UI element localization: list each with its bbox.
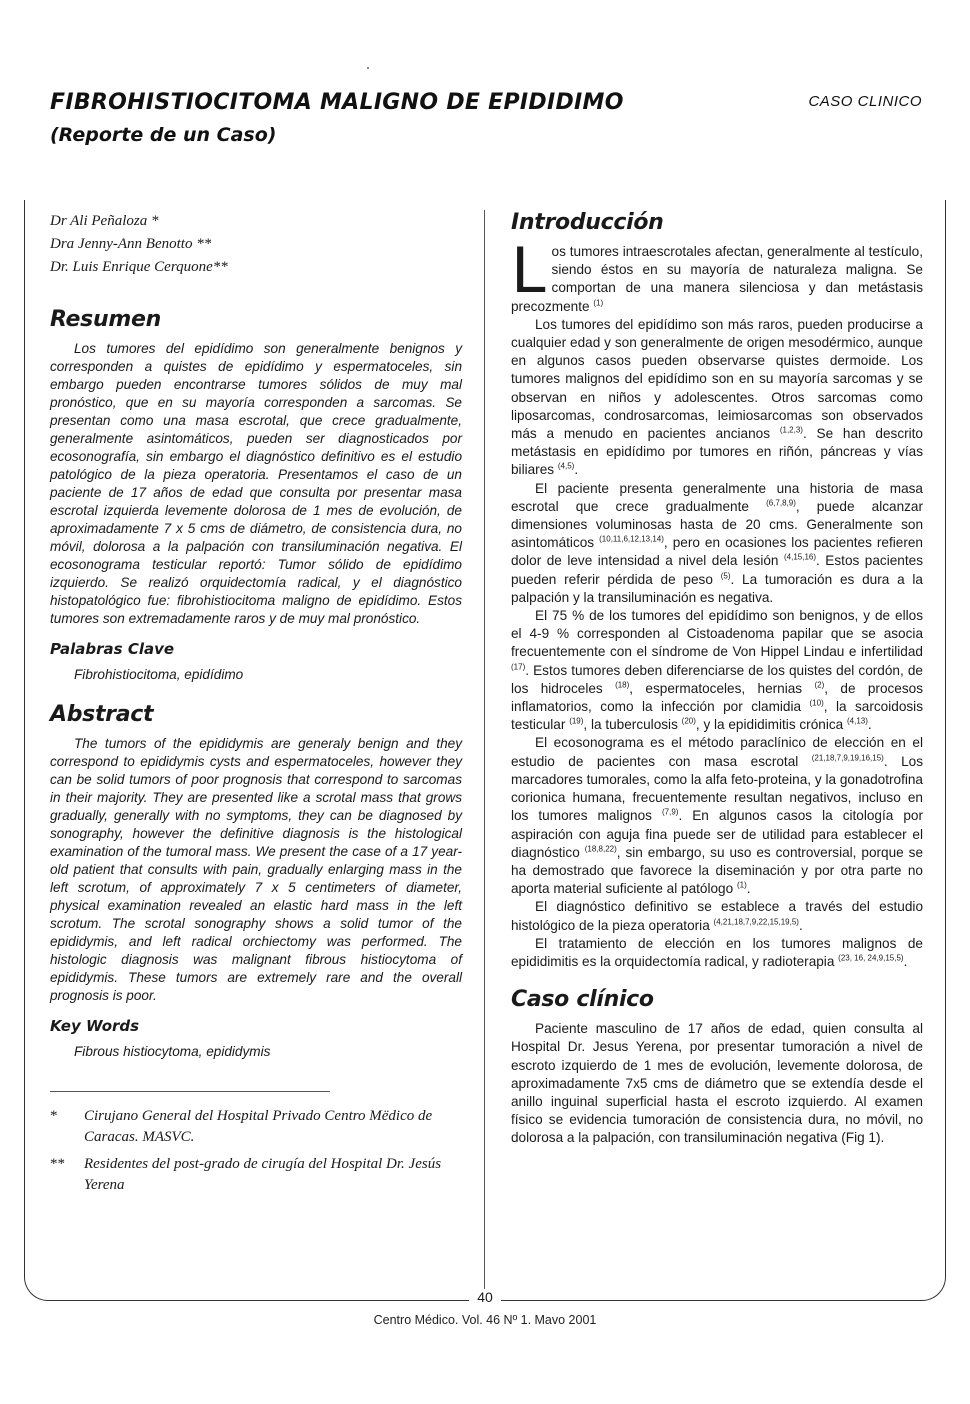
article-subtitle: (Reporte de un Caso) — [50, 124, 277, 146]
citation: (10) — [809, 698, 824, 708]
footnote-1 — [50, 1106, 462, 1148]
palabras-clave-text: Fibrohistiocitoma, epidídimo — [74, 667, 244, 682]
footnote-text: Residentes del post-grado de cirugía del Hospital Dr. Jesús Yerena — [84, 1156, 442, 1193]
scan-speck — [367, 67, 369, 69]
intro-paragraph-2: Los tumores del epidídimo son más raros, pueden producirse a cualquier edad y son generalmente de origen mesodérmico, aunque en algunos casos pueden observarse quistes dermoide. Los tumores malignos del epidídimo son en su mayoría sarcomas y se observan en niños y adolescentes. Otros sarcomas como liposarcomas, condrosarcomas, leimiosarcomas son observados más a menudo en pacientes ancianos $^{(1,2,3)}$. Se han descrito metástasis en epidídimo por tumores en riñón, páncreas y vías biliares $^{(4,5)}$. — [511, 316, 923, 478]
intro-paragraph-5: El ecosonograma es el método paraclínico de elección en el estudio de pacientes con masa escrotal $^{(21,18,7,9,19,16,15)}$. Los marcadores tumorales, como la alfa feto-proteina, y la gonadotrofina corionica humana, frecuentemente resultan negativos, incluso en los tumores malignos $^{(7,9)}$. En algunos casos la citología por aspiración con aguja fina puede ser de utilidad para establecer el diagnóstico $^{(18,8,22)}$, sin embargo, su uso es controversial, porque se ha demostrado que favorece la diseminación y por otra parte no aporta material suficiente al patólogo $^{(1)}$. — [511, 735, 924, 897]
abstract-heading: Abstract — [50, 702, 154, 727]
citation: (5) — [720, 571, 731, 581]
intro-paragraph-3: El paciente presenta generalmente una historia de masa escrotal que crece gradualmente $^{(6,7,8,9)}$, puede alcanzar dimensiones voluminosas hasta de 20 cms. Generalmente son asintomáticos $^{(10,11,6,12,13,14)}$, pero en ocasiones los pacientes refieren dolor de leve intensidad a nivel dela lesión $^{(4,15,16)}$. Estos pacientes pueden referir pérdida de peso $^{(5)}$. La tumoración es dura a la palpación y la transiluminación es negativa. — [511, 480, 924, 605]
citation: (21,18,7,9,19,16,15) — [811, 753, 884, 763]
citation: (6,7,8,9) — [766, 498, 796, 508]
caso-paragraph-1: Paciente masculino de 17 años de edad, quien consulta al Hospital Dr. Jesus Yerena, por presentar tumoración a nivel de escroto izquierdo de 1 mes de evolución, levemente dolorosa, de aproximadamente 7x5 cms de diámetro que se extendía desde el anillo inguinal superficial hasta el escroto izquierdo. Al examen físico se evidencia tumoración de consistencia dura, no móvil, no dolorosa a la palpación, con transiluminación negativa (Fig 1). — [511, 1021, 923, 1146]
right-column — [511, 210, 923, 1148]
introduccion-body — [511, 234, 924, 971]
footnote-rule — [50, 1091, 330, 1092]
citation: (1) — [736, 880, 747, 890]
citation: (17) — [511, 662, 526, 672]
key-words-text: Fibrous histiocytoma, epididymis — [74, 1044, 271, 1059]
citation: (4,21,18,7,9,22,15,19,5) — [713, 916, 799, 926]
citation: (4,5) — [557, 461, 575, 471]
footnote-mark: ** — [50, 1156, 65, 1172]
drop-cap: L — [511, 234, 546, 307]
citation: (18,8,22) — [584, 844, 617, 854]
intro-paragraph-7: El tratamiento de elección en los tumores malignos de epididimitis es la orquidectomía radical, y radioterapia $^{(23, 16, 24,9,15,5)}$. — [511, 935, 923, 969]
citation: (1,2,3) — [779, 425, 803, 435]
intro-paragraph-6: El diagnóstico definitivo se establece a través del estudio histológico de la pieza operatoria $^{(4,21,18,7,9,22,15,19,5)}$. — [511, 899, 923, 933]
section-label: CASO CLINICO — [808, 93, 922, 110]
caso-clinico-body — [511, 1020, 923, 1147]
abstract-text: The tumors of the epididymis are generaly benign and they correspond to epididymis cysts and espermatoceles, however they can be solid tumors of poor prognosis that correspond to sarcomas in their majority. They are presented like a scrotal mass that grows gradually, generally with no symptoms, they can be diagnosed by sonography, however the definitive diagnosis is the histological examination of the tumoral mass. We present the case of a 17 year-old patient that consults with pain, gradually enlarging mass in the left scrotum, of approximately 7 x 5 centimeters of diameter, physical examination revealed an elastic hard mass in the left scrotum. The scrotal sonography shows a solid tumor of the epididymis, and left radical orchiectomy was performed. The histologic diagnosis was malignant fibrous histiocytoma of epididymis. These tumors are extremely rare and the overall prognosis is poor. — [50, 736, 462, 1003]
citation: (4,13) — [847, 716, 868, 726]
citation: (20) — [681, 716, 696, 726]
footnote-2 — [50, 1154, 462, 1196]
caso-clinico-heading: Caso clínico — [511, 987, 654, 1013]
author-list — [50, 210, 462, 279]
resumen-text: Los tumores del epidídimo son generalmente benignos y corresponden a quistes de epidídimo y espermatoceles, sin embargo pueden encontrarse tumores sólidos de muy mal pronóstico, que en su mayoría corresponden a sarcomas. Se presentan como una masa escrotal, que crece gradualmente, generalmente asintomáticos, pueden ser diagnosticados por ecosonografía, sin embargo el diagnóstico definitivo es el estudio patológico de la pieza operatoria. Presentamos el caso de un paciente de 17 años de edad que consulta por presentar masa escrotal izquierda levemente dolorosa de 1 mes de evolución, de aproximadamente 7 x 5 cms de diámetro, de consistencia dura, no móvil, dolorosa a la palpación con transiluminación negativa. El ecosonograma testicular reportó: Tumor sólido de epidídimo izquierdo. Se realizó orquidectomía radical, y el diagnóstico histopatológico fue: fibrohistiocitoma maligno de epidídimo. Estos tumores son extremadamente raros y de muy mal pronóstico. — [50, 341, 462, 626]
citation: (4,15,16) — [784, 552, 817, 562]
author-2: Dra Jenny-Ann Benotto ** — [50, 236, 212, 252]
citation: (23, 16, 24,9,15,5) — [838, 953, 904, 963]
citation: (1) — [593, 298, 604, 308]
citation: (7,9) — [661, 807, 679, 817]
column-divider — [484, 210, 485, 1290]
citation: (10,11,6,12,13,14) — [599, 534, 664, 544]
palabras-clave-heading: Palabras Clave — [50, 640, 175, 658]
journal-footer: Centro Médico. Vol. 46 Nº 1. Mavo 2001 — [373, 1313, 597, 1327]
citation: (19) — [569, 716, 584, 726]
article-title: FIBROHISTIOCITOMA MALIGNO DE EPIDIDIMO — [50, 90, 624, 115]
footnote-mark: * — [50, 1108, 58, 1124]
citation: (2) — [814, 680, 825, 690]
key-words-heading: Key Words — [50, 1017, 140, 1035]
citation: (18) — [615, 680, 630, 690]
introduccion-heading: Introducción — [511, 210, 664, 235]
author-1: Dr Ali Peñaloza * — [50, 213, 159, 229]
left-column — [50, 210, 462, 1202]
author-3: Dr. Luis Enrique Cerquone** — [50, 259, 228, 275]
footnote-text: Cirujano General del Hospital Privado Centro Mëdico de Caracas. MASVC. — [84, 1108, 433, 1145]
intro-paragraph-1: Los tumores intraescrotales afectan, generalmente al testículo, siendo éstos en su mayoría de naturaleza maligna. Se comportan de una manera silenciosa y dan metástasis precozmente $^{(1)}$ — [511, 234, 923, 314]
resumen-heading: Resumen — [50, 307, 161, 332]
page-number: 40 — [0, 1289, 970, 1305]
intro-paragraph-4: El 75 % de los tumores del epidídimo son benignos, y de ellos el 4-9 % corresponden al Cistoadenoma papilar que se asocia frecuentemente con el síndrome de Von Hippel Lindau e infertilidad $^{(17)}$. Estos tumores deben diferenciarse de los quistes del cordón, de los hidroceles $^{(18)}$, espermatoceles, hernias $^{(2)}$, de procesos inflamatorios, como la infección por clamidia $^{(10)}$, la sarcoidosis testicular $^{(19)}$, la tuberculosis $^{(20)}$, y la epididimitis crónica $^{(4,13)}$. — [511, 608, 924, 733]
